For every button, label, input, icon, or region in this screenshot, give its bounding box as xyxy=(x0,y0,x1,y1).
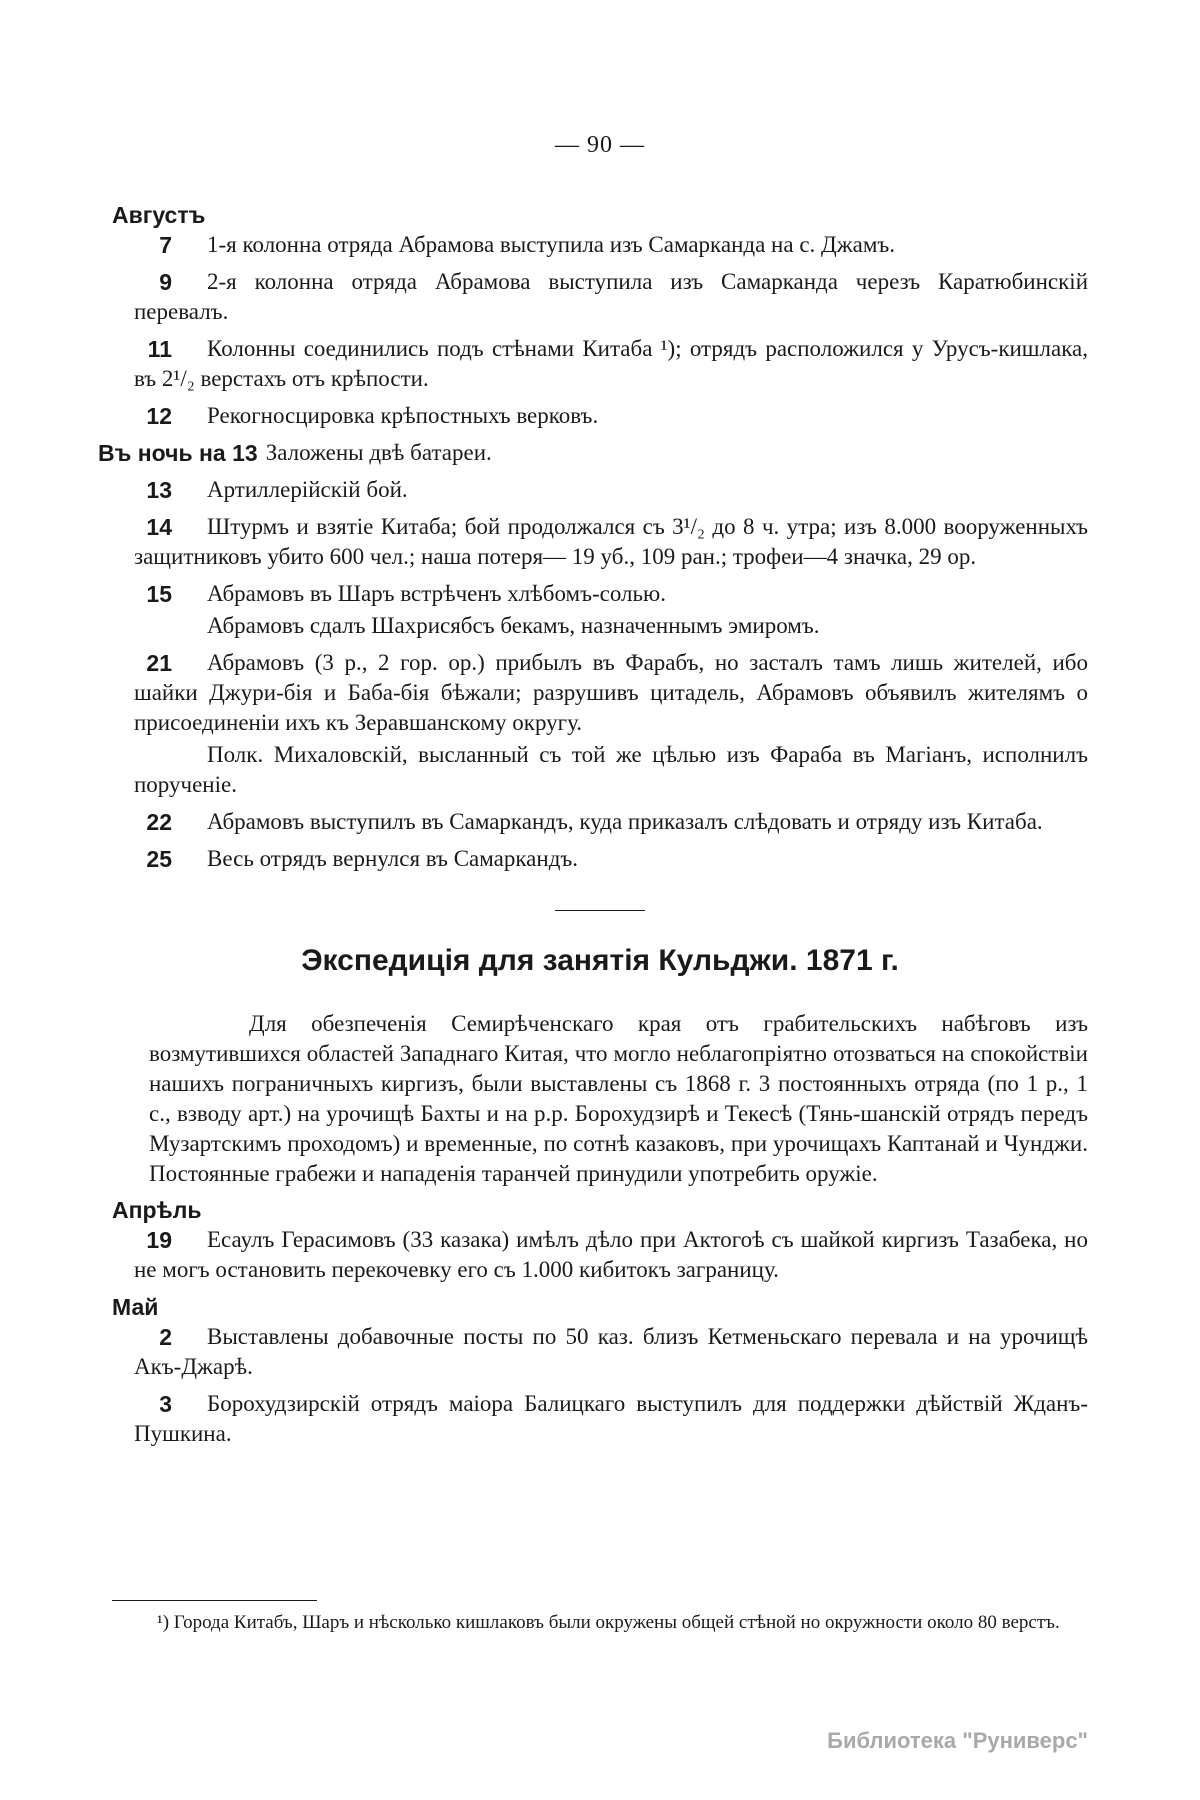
entry-text: Выставлены добавочные посты по 50 каз. близъ Кетменьскаго перевала и на урочищѣ Акъ-Джарѣ. xyxy=(134,1324,1088,1379)
entry-day: 7 xyxy=(159,232,172,258)
footnote: ¹) Города Китабъ, Шаръ и нѣсколько кишлаковъ были окружены общей стѣной но окружности около 80 верстъ. xyxy=(157,1612,1060,1633)
library-watermark: Библиотека "Руниверс" xyxy=(827,1728,1088,1753)
entry-subtext: Абрамовъ сдалъ Шахрисябсъ бекамъ, назначеннымъ эмиромъ. xyxy=(207,613,820,638)
entry-day: 15 xyxy=(146,581,172,607)
chronicle-entry xyxy=(112,844,1088,874)
page-number: — 90 — xyxy=(555,132,645,158)
section-title: Экспедиція для занятія Кульджи. 1871 г. xyxy=(301,944,899,977)
entry-day: Въ ночь на 13 xyxy=(98,440,258,466)
entry-day: 21 xyxy=(146,650,172,676)
entry-day: 22 xyxy=(146,809,172,835)
chronicle-entry xyxy=(112,807,1088,837)
section-divider xyxy=(555,910,645,911)
entry-text: Борохудзирскій отрядъ маіора Балицкаго выступилъ для поддержки дѣйствій Жданъ-Пушкина. xyxy=(134,1391,1088,1446)
entry-text: Абрамовъ въ Шаръ встрѣченъ хлѣбомъ-солью. xyxy=(207,581,666,606)
chronicle-entry xyxy=(112,230,1088,260)
chronicle-entry xyxy=(112,648,1088,800)
entry-text: Абрамовъ выступилъ въ Самаркандъ, куда приказалъ слѣдовать и отряду изъ Китаба. xyxy=(207,809,1043,834)
chronicle-entry xyxy=(112,579,1088,641)
entry-day: 9 xyxy=(159,269,172,295)
chronicle-entry xyxy=(112,267,1088,327)
entry-text: Штурмъ и взятіе Китаба; бой продолжался съ 3¹/₂ до 8 ч. утра; изъ 8.000 вооруженныхъ защитниковъ убито 600 чел.; наша потеря— 19 уб., 109 ран.; трофеи—4 значка, 29 ор. xyxy=(134,514,1088,569)
chronicle-entry xyxy=(112,1389,1088,1449)
section-intro-paragraph: Для обезпеченія Семирѣченскаго края отъ грабительскихъ набѣговъ изъ возмутившихся областей Западнаго Китая, что могло неблагопріятно отозваться на спокойствіи нашихъ пограничныхъ киргизъ, были выставлены съ 1868 г. 3 постоянныхъ отряда (по 1 р., 1 с., взводу арт.) на урочищѣ Бахты и на р.р. Борохудзирѣ и Текесѣ (Тянь-шанскій отрядъ передъ Музартскимъ проходомъ) и временные, по сотнѣ казаковъ, при урочищахъ Каптанай и Чунджи. Постоянные грабежи и нападенія таранчей принудили употребить оружіе. xyxy=(149,1011,1088,1186)
entry-day: 19 xyxy=(146,1227,172,1253)
entry-text: Абрамовъ (3 р., 2 гор. ор.) прибылъ въ Фарабъ, но засталъ тамъ лишь жителей, ибо шайки Джури-бія и Баба-бія бѣжали; разрушивъ цитадель, Абрамовъ объявилъ жителямъ о присоединеніи ихъ къ Зеравшанскому округу. xyxy=(134,650,1088,735)
chronicle-entry xyxy=(112,1225,1088,1285)
entry-day: 14 xyxy=(146,514,172,540)
chronicle-entry xyxy=(112,401,1088,431)
month-heading-may: Май xyxy=(112,1294,159,1320)
entry-day: 25 xyxy=(146,846,172,872)
entry-text: Рекогносцировка крѣпостныхъ верковъ. xyxy=(207,403,599,428)
chronicle-entry-night xyxy=(98,438,1088,468)
page-content xyxy=(98,198,1088,1456)
entry-day: 11 xyxy=(147,336,172,362)
chronicle-entry xyxy=(112,1322,1088,1382)
chronicle-entry xyxy=(112,475,1088,505)
entry-text: 1-я колонна отряда Абрамова выступила изъ Самарканда на с. Джамъ. xyxy=(207,232,896,257)
month-heading-april: Апрѣль xyxy=(112,1197,202,1223)
entry-text: 2-я колонна отряда Абрамова выступила изъ Самарканда черезъ Каратюбинскій перевалъ. xyxy=(134,269,1088,324)
entry-subtext: Полк. Михаловскій, высланный съ той же цѣлью изъ Фараба въ Магіанъ, исполнилъ порученіе. xyxy=(134,742,1088,797)
footnote-rule xyxy=(112,1600,317,1601)
chronicle-entry xyxy=(112,334,1088,394)
entry-text: Артиллерійскій бой. xyxy=(207,477,408,502)
chronicle-entry xyxy=(112,512,1088,572)
month-heading-august: Августъ xyxy=(112,202,206,228)
entry-day: 12 xyxy=(146,403,172,429)
entry-text: Заложены двѣ батареи. xyxy=(265,440,492,465)
entry-day: 3 xyxy=(159,1391,172,1417)
entry-day: 2 xyxy=(159,1324,172,1350)
entry-day: 13 xyxy=(146,477,172,503)
entry-text: Весь отрядъ вернулся въ Самаркандъ. xyxy=(207,846,579,871)
entry-text: Колонны соединились подъ стѣнами Китаба ¹); отрядъ расположился у Урусъ-кишлака, въ 2¹/₂ верстахъ отъ крѣпости. xyxy=(134,336,1088,391)
entry-text: Есаулъ Герасимовъ (33 казака) имѣлъ дѣло при Актогоѣ съ шайкой киргизъ Тазабека, но не могъ остановить перекочевку его съ 1.000 кибитокъ заграницу. xyxy=(134,1227,1088,1282)
